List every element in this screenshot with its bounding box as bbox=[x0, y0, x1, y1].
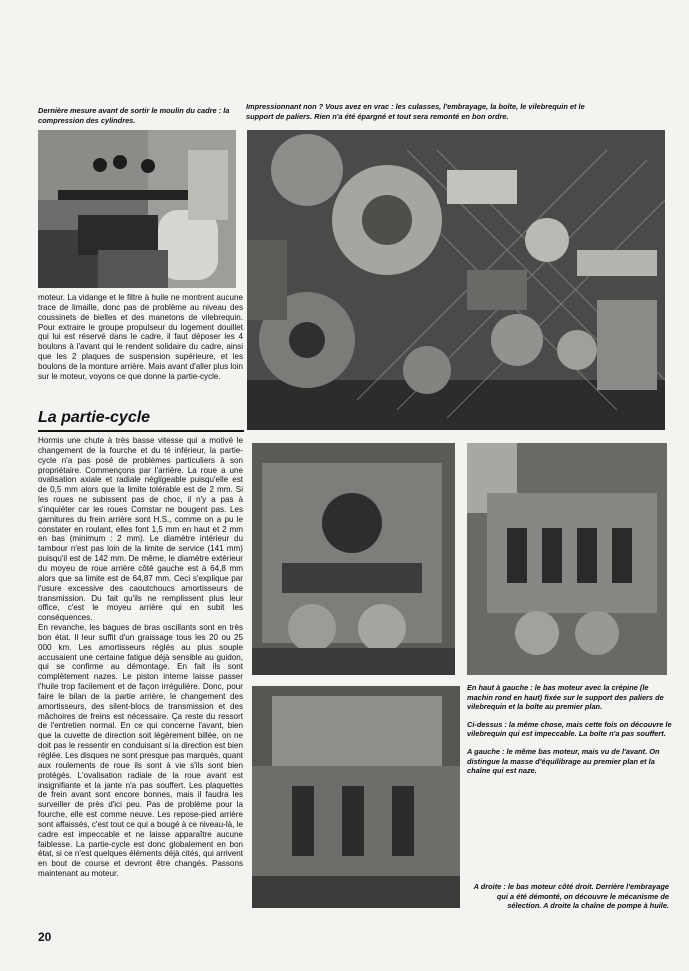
right-captions bbox=[467, 683, 672, 776]
article-intro bbox=[38, 293, 243, 382]
photo-bottom-end-front bbox=[252, 686, 460, 908]
caption-front-view: A gauche : le même bas moteur, mais vu de l'avant. On distingue la masse d'équilibrage au premier plan et la chaîne qui est naze. bbox=[467, 746, 660, 776]
caption-engine-parts: Impressionnant non ? Vous avez en vrac : les culasses, l'embrayage, la boîte, le vilebrequin et le support de paliers. Rien n'a été épargné et tout sera remonté en bon ordre. bbox=[246, 102, 585, 121]
section-heading: La partie-cycle bbox=[38, 409, 151, 426]
caption-crankshaft: Ci-dessus : la même chose, mais cette fois on découvre le vilebrequin qui est impeccable. La boîte n'a pas souffert. bbox=[467, 719, 672, 739]
article-body bbox=[38, 436, 243, 879]
caption-right-side: A droite : le bas moteur côté droit. Derrière l'embrayage qui a été démonté, on découvre le mécanisme de sélection. A droite la chaîne de pompe à huile. bbox=[473, 882, 669, 911]
body-paragraph-1: Hormis une chute à très basse vitesse qui a motivé le changement de la fourche et du té inférieur, la partie-cycle n'a pas posé de problèmes particuliers à son propriétaire. Commençons par l'arrière. La roue a une ovalisation axiale et radiale négligeable puisqu'elle est de 0,5 mm alors que la limite tolérable est de 2 mm. Si les roues ne subissent pas de choc, il n'y a pas à s'inquiéter car les roues Comstar ne bougent pas. Les garnitures du frein arrière sont H.S., comme on a pu le constater en roulant, elles font 1,5 mm en haut et 2 mm en bas (minimum : 2 mm). Le diamètre intérieur du tambour n'est pas loin de la limite de service (141 mm) puisqu'il est de 142 mm. De même, le diamètre extérieur du moyeu de roue arrière côté gauche est à 64,8 mm alors que sa limite est de 64,87 mm. Ceci s'explique par l'usure excessive des caoutchoucs amortisseurs de transmission. Du fait qu'ils ne remplissent plus leur office, c'est le moyeu arrière qui en subit les conséquences. bbox=[38, 436, 243, 623]
photo-bottom-end-strainer bbox=[252, 443, 455, 675]
photo-engine-parts bbox=[247, 130, 665, 430]
photo-crankshaft bbox=[467, 443, 667, 675]
intro-paragraph: moteur. La vidange et le filtre à huile ne montrent aucune trace de limaille, donc pas de problème au niveau des coussinets de bielles et des manetons de vilebrequin. Pour extraire le groupe propulseur du logement douillet qui lui est réservé dans le cadre, il faut déposer les 4 boulons à l'avant qui le rendent solidaire du cadre, ainsi que les 2 plaques de suspension supérieure, et les boulons de la monture arrière. Mais avant d'aller plus loin sur le moteur, voyons ce que donne la partie-cycle. bbox=[38, 293, 243, 381]
page-number: 20 bbox=[38, 930, 52, 944]
caption-compression-test: Dernière mesure avant de sortir le moulin du cadre : la compression des cylindres. bbox=[38, 106, 230, 125]
body-paragraph-2: En revanche, les bagues de bras oscillants sont en très bon état. Il leur suffit d'un graissage tous les 20 ou 25 000 km. Les amortisseurs réglés au plus souple accusaient une certaine fatigue déjà sensible au guidon, qui se confirme au démontage. En fait ils sont complètement nazes. Le piston interne laisse passer l'huile trop facilement et de façon irrégulière. Donc, pour faire le bilan de la partie arrière, le changement des amortisseurs, des silent-blocs de transmission et des mâchoires de freins est nécessaire. Ça reste du ressort de l'entretien normal. En ce qui concerne l'avant, bien que la cuvette de direction soit légèrement billée, on ne doit pas le ressentir en conduisant si la direction est bien réglée. Les disques ne sont presque pas marqués, quant aux roulements de roue ils sont à vie s'ils sont bien protégés. L'ovalisation radiale de la roue avant est insignifiante et la jante n'a pas souffert. Les plaquettes de frein avant sont encore bonnes, mais il faudra les surveiller de près d'ici peu. Pas de problème pour la fourche, elle est comme neuve. Les repose-pied arrière sont affaissés, c'est tout ce qui a bougé à ce niveau-là, le cadre est impeccable et ne laisse apparaître aucune faiblesse. La partie-cycle est donc globalement en bon état, si ce n'est quelques éléments déjà cités, qui arrivent en bout de course et devront être changés. Passons maintenant au moteur. bbox=[38, 623, 243, 879]
photo-compression-test bbox=[38, 130, 236, 288]
heading-rule bbox=[38, 430, 244, 432]
caption-strainer: En haut à gauche : le bas moteur avec la crépine (le machin rond en haut) fixée sur le support des paliers de vilebrequin et la boîte au premier plan. bbox=[467, 683, 664, 712]
